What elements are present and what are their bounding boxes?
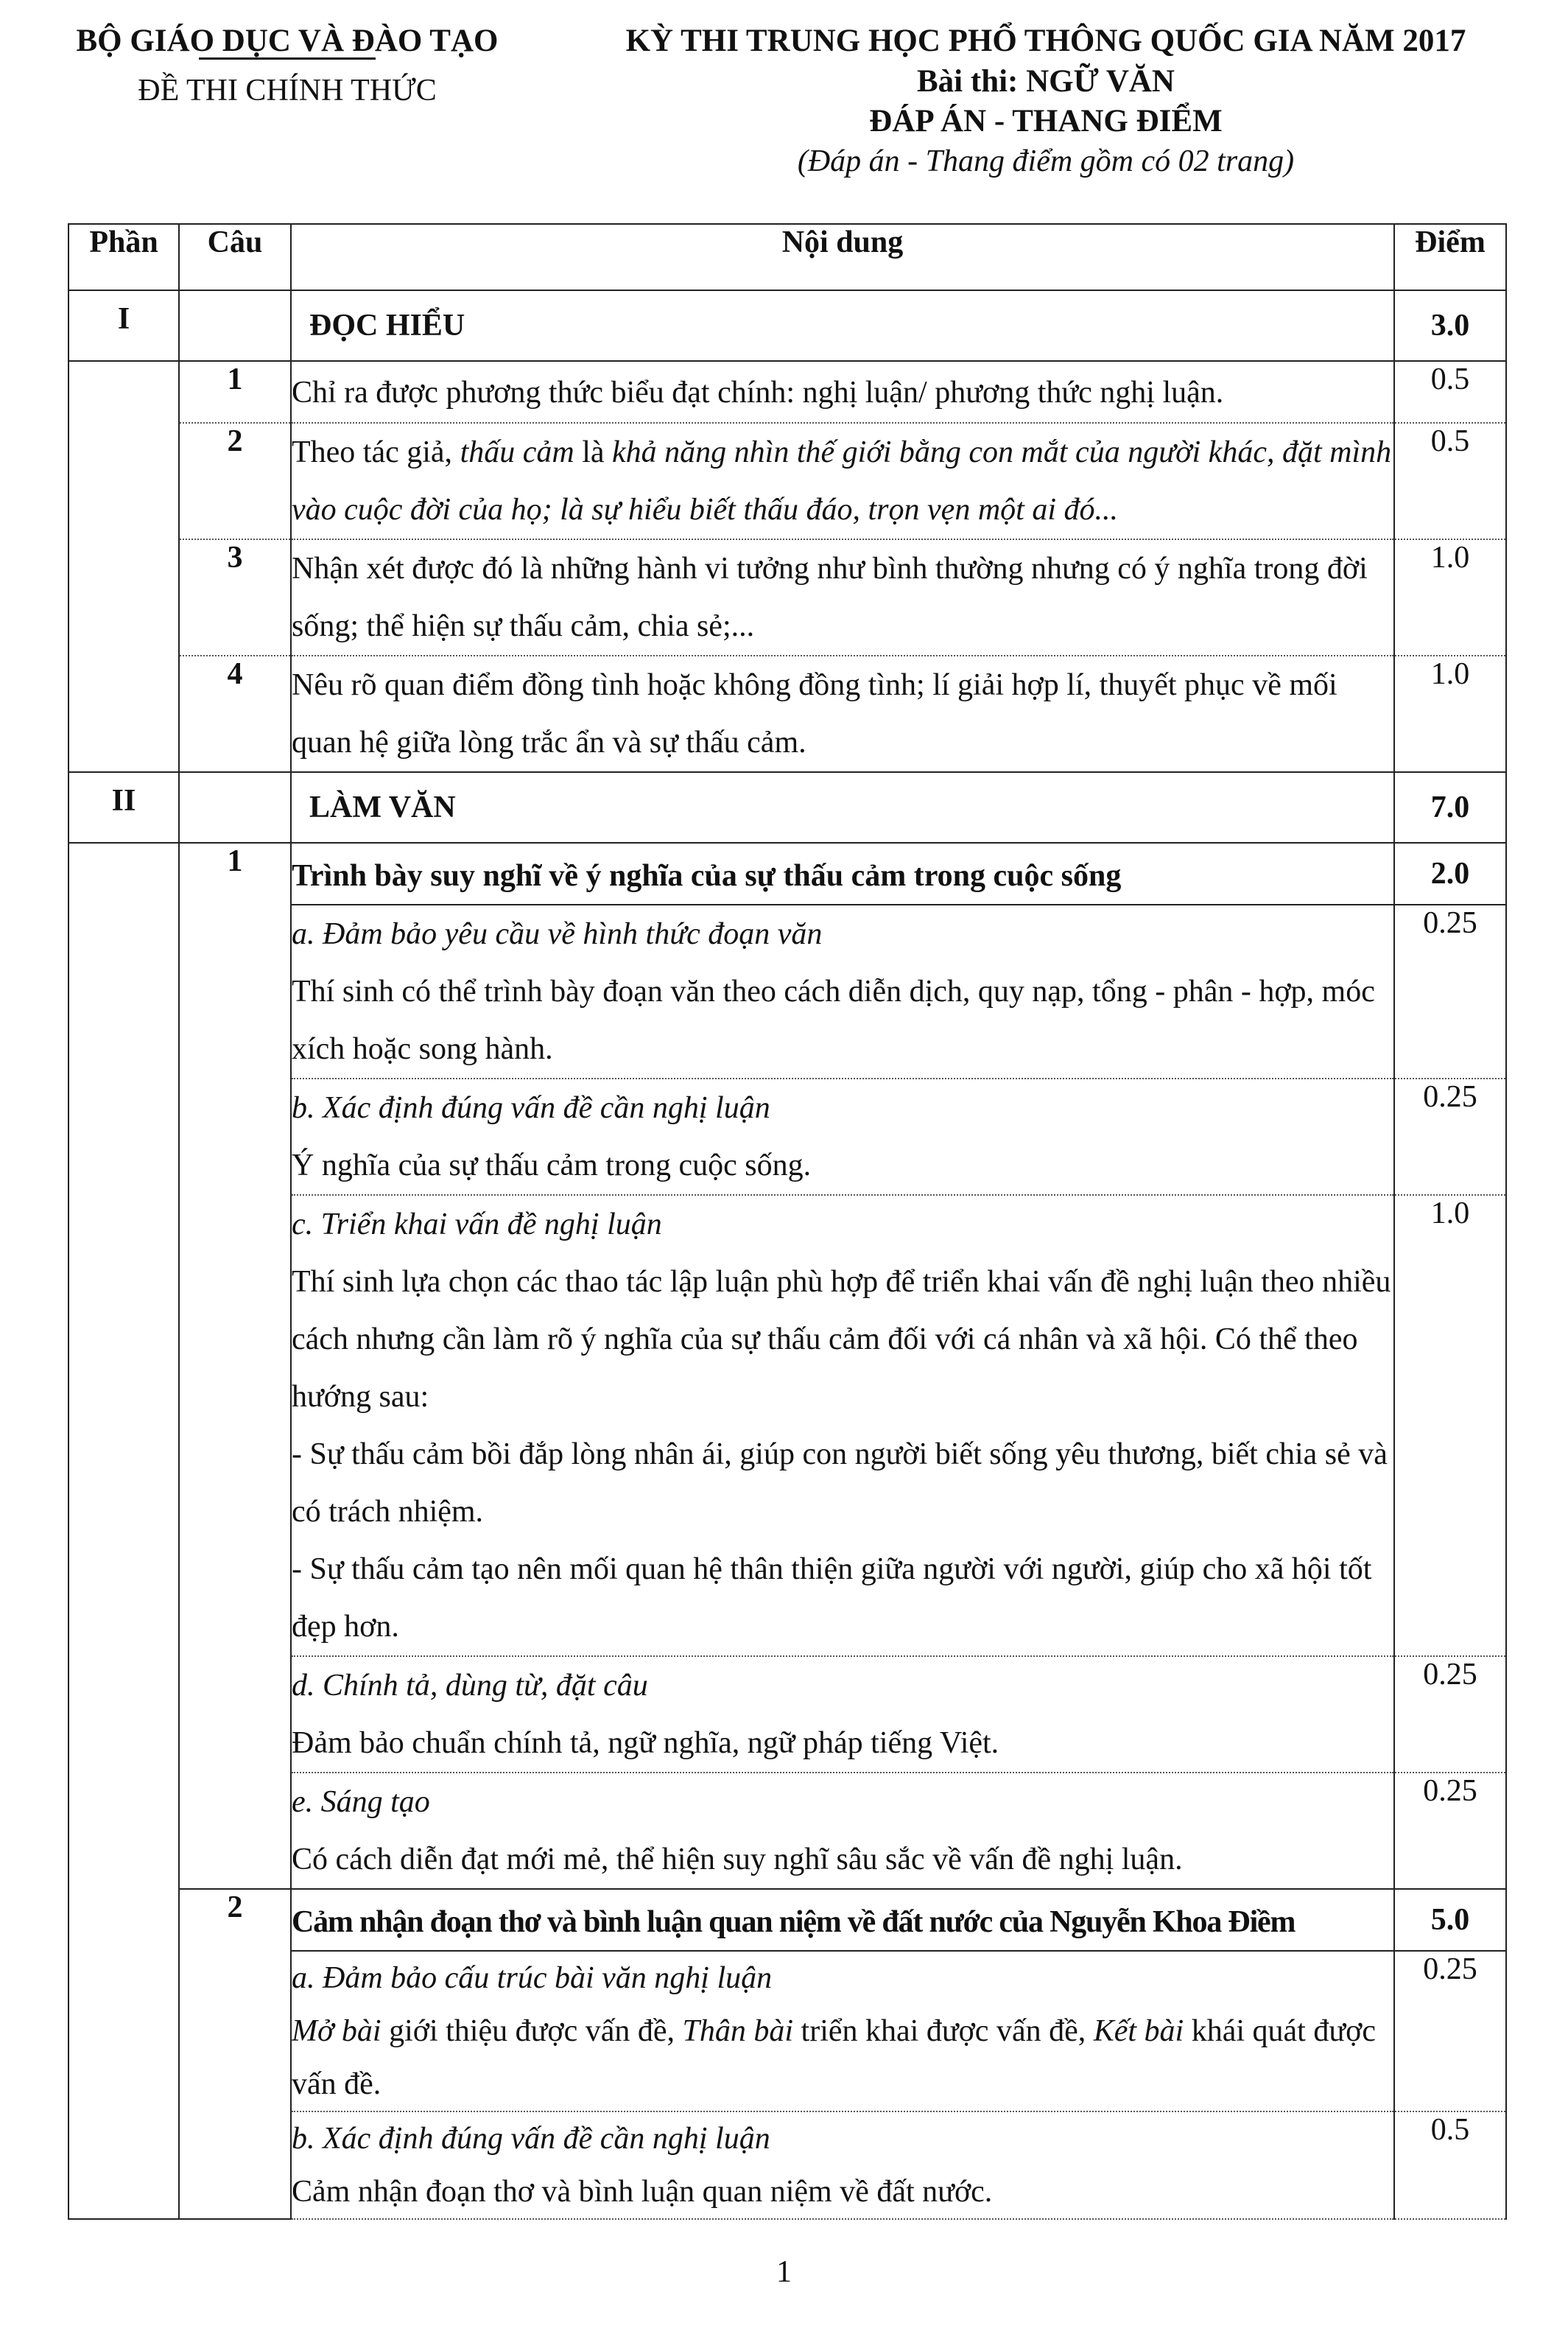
document-title: ĐÁP ÁN - THANG ĐIỂM [869,104,1223,139]
table-row [68,1889,1506,1951]
criterion-bullet: - Sự thấu cảm tạo nên mối quan hệ thân thiện giữa người với người, giúp cho xã hội tốt đẹp hơn. [292,1552,1372,1644]
text-run: triển khai được vấn đề, [793,2014,1094,2048]
criterion-heading: a. Đảm bảo yêu cầu về hình thức đoạn văn [292,917,823,951]
criterion-body [292,2005,1393,2111]
empty-cell [179,772,291,843]
answer-content [291,423,1394,539]
section-row-part2 [68,772,1506,843]
criterion-heading: b. Xác định đúng vấn đề cần nghị luận [292,2122,770,2156]
exam-title: KỲ THI TRUNG HỌC PHỔ THÔNG QUỐC GIA NĂM 2017 [625,24,1466,58]
criterion-score: 0.25 [1394,1079,1506,1195]
question-number: 3 [179,539,291,656]
text-run: là [574,435,613,469]
criterion-content [291,1079,1394,1195]
italic-term: Mở bài [292,2014,382,2048]
question-title [291,1889,1394,1951]
section-title: LÀM VĂN [291,772,1394,843]
italic-term: thấu cảm [460,435,574,469]
section-score: 7.0 [1394,772,1506,843]
header-right [560,21,1532,181]
answer-score: 1.0 [1394,539,1506,656]
answer-content: Nêu rõ quan điểm đồng tình hoặc không đồng tình; lí giải hợp lí, thuyết phục về mối quan hệ giữa lòng trắc ẩn và sự thấu cảm. [291,656,1394,772]
criterion-heading: d. Chính tả, dùng từ, đặt câu [292,1669,648,1703]
criterion-body: Thí sinh có thể trình bày đoạn văn theo cách diễn dịch, quy nạp, tổng - phân - hợp, móc xích hoặc song hành. [292,975,1375,1066]
empty-cell [179,290,291,361]
criterion-body: Ý nghĩa của sự thấu cảm trong cuộc sống. [292,1149,812,1182]
criterion-score: 0.25 [1394,905,1506,1079]
table-row [68,539,1506,656]
answer-content: Nhận xét được đó là những hành vi tưởng như bình thường nhưng có ý nghĩa trong đời sống; thể hiện sự thấu cảm, chia sẻ;... [291,539,1394,656]
criterion-body: Đảm bảo chuẩn chính tả, ngữ nghĩa, ngữ pháp tiếng Việt. [292,1726,999,1760]
header-left [44,21,530,111]
table-row [68,843,1506,905]
part-label: I [68,290,179,361]
subject-label: Bài thi: NGỮ VĂN [917,64,1175,99]
criterion-heading: b. Xác định đúng vấn đề cần nghị luận [292,1091,770,1125]
criterion-score: 0.25 [1394,1773,1506,1889]
section-row-part1 [68,290,1506,361]
text-run: giới thiệu được vấn đề, [381,2014,683,2048]
question-title-text: Cảm nhận đoạn thơ và bình luận quan niệm về đất nước của Nguyễn Khoa Điềm [292,1905,1295,1939]
answer-score: 0.5 [1394,361,1506,423]
question-number: 4 [179,656,291,772]
criterion-score: 0.25 [1394,1656,1506,1773]
criterion-body: Có cách diễn đạt mới mẻ, thể hiện suy nghĩ sâu sắc về vấn đề nghị luận. [292,1843,1183,1876]
table-header-row [68,224,1506,290]
italic-term: Thân bài [682,2014,794,2048]
italic-definition: khả năng nhìn thế giới bằng con mắt của người khác, đặt mình vào cuộc đời của họ; là sự hiểu biết thấu đáo, trọn vẹn một ai đó... [292,435,1392,527]
question-score: 5.0 [1394,1889,1506,1951]
section-title: ĐỌC HIỂU [291,290,1394,361]
question-number: 1 [179,361,291,423]
column-header-question: Câu [179,224,291,290]
criterion-score: 0.5 [1394,2111,1506,2219]
italic-term: Kết bài [1093,2014,1184,2048]
text-run: Theo tác giả, [292,435,460,469]
criterion-content [291,1195,1394,1656]
question-score: 2.0 [1394,843,1506,905]
question-title-text: Trình bày suy nghĩ về ý nghĩa của sự thấu cảm trong cuộc sống [292,859,1122,893]
question-number: 2 [179,1889,291,2219]
table-row [68,361,1506,423]
answer-score: 0.5 [1394,423,1506,539]
question-number: 2 [179,423,291,539]
part-cell-spacer [68,361,179,772]
answer-score: 1.0 [1394,656,1506,772]
criterion-content [291,2111,1394,2219]
criterion-content [291,1773,1394,1889]
question-title [291,843,1394,905]
criterion-content [291,1951,1394,2111]
criterion-heading: e. Sáng tạo [292,1785,430,1819]
criterion-body: Thí sinh lựa chọn các thao tác lập luận phù hợp để triển khai vấn đề nghị luận theo nhiều cách nhưng cần làm rõ ý nghĩa của sự thấu cảm đối với cá nhân và xã hội. Có thể theo hướng sau: [292,1265,1391,1414]
page-count-note: (Đáp án - Thang điểm gồm có 02 trang) [797,144,1295,178]
criterion-score: 1.0 [1394,1195,1506,1656]
criterion-body: Cảm nhận đoạn thơ và bình luận quan niệm về đất nước. [292,2175,993,2209]
criterion-heading: c. Triển khai vấn đề nghị luận [292,1207,662,1241]
section-score: 3.0 [1394,290,1506,361]
page-number: 1 [776,2255,792,2289]
answer-table [68,223,1507,2220]
answer-content: Chỉ ra được phương thức biểu đạt chính: nghị luận/ phương thức nghị luận. [291,361,1394,423]
criterion-score: 0.25 [1394,1951,1506,2111]
column-header-content: Nội dung [291,224,1394,290]
ministry-name: BỘ GIÁO DỤC VÀ ĐÀO TẠO [76,24,499,58]
part-label: II [68,772,179,843]
column-header-part: Phần [68,224,179,290]
question-number: 1 [179,843,291,1889]
table-row [68,656,1506,772]
table-row [68,423,1506,539]
criterion-bullet: - Sự thấu cảm bồi đắp lòng nhân ái, giúp con người biết sống yêu thương, biết chia sẻ và có trách nhiệm. [292,1437,1388,1529]
part-cell-spacer [68,843,179,2219]
criterion-content [291,1656,1394,1773]
text-run: khái quát được vấn đề. [292,2014,1376,2101]
official-exam-label: ĐỀ THI CHÍNH THỨC [138,74,437,108]
column-header-score: Điểm [1394,224,1506,290]
criterion-content [291,905,1394,1079]
criterion-heading: a. Đảm bảo cấu trúc bài văn nghị luận [292,1961,773,1995]
